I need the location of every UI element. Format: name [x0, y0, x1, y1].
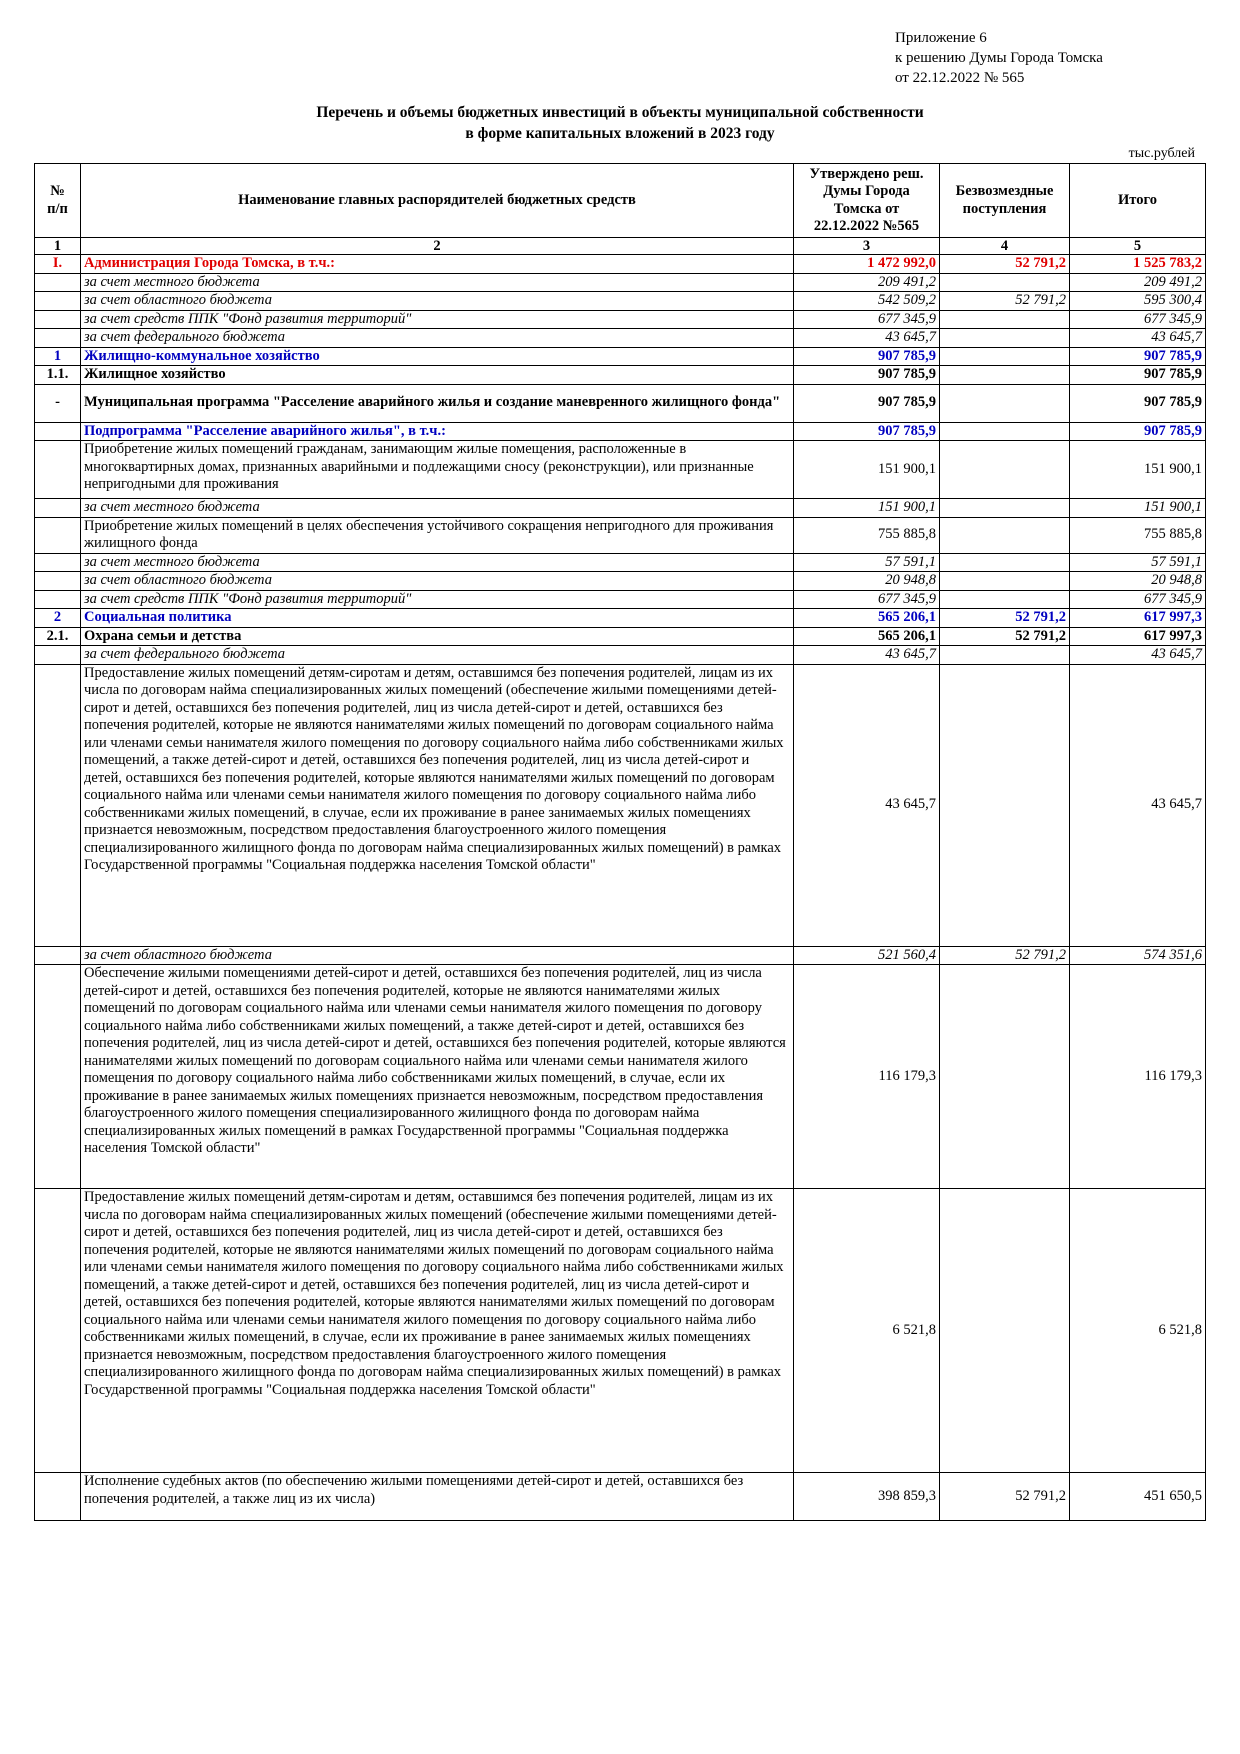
row-name: Муниципальная программа "Расселение аварийного жилья и создание маневренного жилищного фонда"	[81, 384, 794, 422]
row-name: за счет областного бюджета	[81, 572, 794, 591]
row-gratuitous	[940, 310, 1070, 329]
row-number	[35, 422, 81, 441]
table-row	[35, 627, 1206, 646]
colnum-4: 4	[940, 238, 1070, 255]
row-approved: 565 206,1	[794, 627, 940, 646]
row-gratuitous: 52 791,2	[940, 609, 1070, 628]
row-number	[35, 664, 81, 946]
investments-table	[34, 163, 1206, 1521]
table-row	[35, 441, 1206, 499]
appendix-line-2: к решению Думы Города Томска	[895, 50, 1103, 66]
table-row	[35, 255, 1206, 274]
row-total: 755 885,8	[1070, 517, 1206, 553]
table-row	[35, 366, 1206, 385]
row-total: 43 645,7	[1070, 664, 1206, 946]
row-total: 595 300,4	[1070, 292, 1206, 311]
row-number	[35, 646, 81, 665]
row-number	[35, 946, 81, 965]
row-approved: 542 509,2	[794, 292, 940, 311]
row-total: 451 650,5	[1070, 1473, 1206, 1521]
row-gratuitous	[940, 965, 1070, 1189]
table-body	[35, 255, 1206, 1521]
row-total: 209 491,2	[1070, 273, 1206, 292]
document-title	[0, 102, 1240, 144]
row-approved: 907 785,9	[794, 422, 940, 441]
row-gratuitous	[940, 273, 1070, 292]
row-number	[35, 292, 81, 311]
table-row	[35, 664, 1206, 946]
row-gratuitous: 52 791,2	[940, 292, 1070, 311]
row-gratuitous	[940, 384, 1070, 422]
row-approved: 43 645,7	[794, 646, 940, 665]
header-gratuitous: Безвозмездные поступления	[940, 164, 1070, 238]
row-name: Приобретение жилых помещений в целях обеспечения устойчивого сокращения непригодного для проживания жилищного фонда	[81, 517, 794, 553]
row-gratuitous	[940, 441, 1070, 499]
row-total: 20 948,8	[1070, 572, 1206, 591]
row-approved: 398 859,3	[794, 1473, 940, 1521]
row-gratuitous	[940, 517, 1070, 553]
table-row	[35, 292, 1206, 311]
row-approved: 755 885,8	[794, 517, 940, 553]
table-row	[35, 590, 1206, 609]
row-approved: 565 206,1	[794, 609, 940, 628]
table-row	[35, 499, 1206, 518]
title-line-2: в форме капитальных вложений в 2023 году	[465, 125, 775, 142]
row-approved: 43 645,7	[794, 329, 940, 348]
row-gratuitous	[940, 553, 1070, 572]
row-number	[35, 310, 81, 329]
table-row	[35, 553, 1206, 572]
table-row	[35, 517, 1206, 553]
header-approved: Утверждено реш. Думы Города Томска от 22.12.2022 №565	[794, 164, 940, 238]
row-name: за счет местного бюджета	[81, 499, 794, 518]
table-row	[35, 646, 1206, 665]
table-row	[35, 1473, 1206, 1521]
row-gratuitous: 52 791,2	[940, 1473, 1070, 1521]
table-row	[35, 273, 1206, 292]
row-approved: 151 900,1	[794, 441, 940, 499]
table-row	[35, 946, 1206, 965]
row-total: 6 521,8	[1070, 1189, 1206, 1473]
table-row	[35, 609, 1206, 628]
row-name: за счет средств ППК "Фонд развития территорий"	[81, 310, 794, 329]
row-number	[35, 273, 81, 292]
header-row	[35, 164, 1206, 238]
row-number: I.	[35, 255, 81, 274]
colnum-1: 1	[35, 238, 81, 255]
header-total: Итого	[1070, 164, 1206, 238]
row-name: Предоставление жилых помещений детям-сиротам и детям, оставшимся без попечения родителей, лицам из их числа по договорам найма специализированных жилых помещений (обеспечение жилыми помещениями детей-сирот и детей, оставшихся без попечения родителей, лиц из числа детей-сирот и детей, оставшихся без попечения родителей, которые не являются нанимателями жилых помещений по договорам социального найма или членами семьи нанимателя жилого помещения по договору социального найма либо собственниками жилых помещений, а также детей-сирот и детей, оставшихся без попечения родителей, лиц из числа детей-сирот и детей, оставшихся без попечения родителей, которые являются нанимателями жилых помещений по договорам социального найма или членами семьи нанимателя жилого помещения по договору социального найма либо собственниками жилых помещений, в случае, если их проживание в ранее занимаемых жилых помещениях признается невозможным, посредством предоставления благоустроенного жилого помещения специализированного жилищного фонда по договорам найма специализированных жилых помещений) в рамках Государственной программы "Социальная поддержка населения Томской области"	[81, 1189, 794, 1473]
row-total: 617 997,3	[1070, 609, 1206, 628]
row-number	[35, 965, 81, 1189]
row-approved: 116 179,3	[794, 965, 940, 1189]
row-total: 677 345,9	[1070, 590, 1206, 609]
row-total: 677 345,9	[1070, 310, 1206, 329]
row-name: Администрация Города Томска, в т.ч.:	[81, 255, 794, 274]
row-gratuitous: 52 791,2	[940, 255, 1070, 274]
row-number	[35, 499, 81, 518]
column-numbers-row	[35, 238, 1206, 255]
row-name: за счет местного бюджета	[81, 553, 794, 572]
row-gratuitous: 52 791,2	[940, 946, 1070, 965]
row-number: 2	[35, 609, 81, 628]
appendix-line-1: Приложение 6	[895, 30, 987, 46]
row-total: 617 997,3	[1070, 627, 1206, 646]
row-approved: 20 948,8	[794, 572, 940, 591]
row-number	[35, 517, 81, 553]
row-total: 151 900,1	[1070, 441, 1206, 499]
row-total: 116 179,3	[1070, 965, 1206, 1189]
row-approved: 57 591,1	[794, 553, 940, 572]
row-name: Жилищно-коммунальное хозяйство	[81, 347, 794, 366]
row-name: Предоставление жилых помещений детям-сиротам и детям, оставшимся без попечения родителей, лицам из их числа по договорам найма специализированных жилых помещений (обеспечение жилыми помещениями детей-сирот и детей, оставшихся без попечения родителей, лиц из числа детей-сирот и детей, оставшихся без попечения родителей, которые не являются нанимателями жилых помещений по договорам социального найма или членами семьи нанимателя жилого помещения по договору социального найма либо собственниками жилых помещений, а также детей-сирот и детей, оставшихся без попечения родителей, лиц из числа детей-сирот и детей, оставшихся без попечения родителей, которые являются нанимателями жилых помещений по договорам социального найма или членами семьи нанимателя жилого помещения по договору социального найма либо собственниками жилых помещений, в случае, если их проживание в ранее занимаемых жилых помещениях признается невозможным, посредством предоставления благоустроенного жилого помещения специализированного жилищного фонда по договорам найма специализированных жилых помещений) в рамках Государственной программы "Социальная поддержка населения Томской области"	[81, 664, 794, 946]
table-row	[35, 347, 1206, 366]
row-name: за счет федерального бюджета	[81, 329, 794, 348]
row-approved: 677 345,9	[794, 310, 940, 329]
row-approved: 677 345,9	[794, 590, 940, 609]
row-name: за счет местного бюджета	[81, 273, 794, 292]
row-approved: 209 491,2	[794, 273, 940, 292]
row-total: 907 785,9	[1070, 366, 1206, 385]
row-approved: 43 645,7	[794, 664, 940, 946]
row-gratuitous	[940, 366, 1070, 385]
row-gratuitous: 52 791,2	[940, 627, 1070, 646]
row-name: за счет областного бюджета	[81, 946, 794, 965]
row-approved: 907 785,9	[794, 347, 940, 366]
row-number	[35, 329, 81, 348]
row-total: 907 785,9	[1070, 347, 1206, 366]
row-number: -	[35, 384, 81, 422]
row-gratuitous	[940, 572, 1070, 591]
table-row	[35, 572, 1206, 591]
row-name: Социальная политика	[81, 609, 794, 628]
unit-label: тыс.рублей	[1128, 146, 1195, 161]
row-gratuitous	[940, 664, 1070, 946]
row-number	[35, 1473, 81, 1521]
row-number	[35, 572, 81, 591]
appendix-line-3: от 22.12.2022 № 565	[895, 70, 1025, 86]
row-total: 574 351,6	[1070, 946, 1206, 965]
row-approved: 521 560,4	[794, 946, 940, 965]
table-row	[35, 329, 1206, 348]
header-name: Наименование главных распорядителей бюджетных средств	[81, 164, 794, 238]
row-approved: 151 900,1	[794, 499, 940, 518]
row-gratuitous	[940, 646, 1070, 665]
row-number	[35, 441, 81, 499]
row-name: за счет средств ППК "Фонд развития территорий"	[81, 590, 794, 609]
table-row	[35, 965, 1206, 1189]
row-name: Приобретение жилых помещений гражданам, занимающим жилые помещения, расположенные в многоквартирных домах, признанных аварийными и подлежащими сносу (реконструкции), или признанные непригодными для проживания	[81, 441, 794, 499]
row-number	[35, 1189, 81, 1473]
appendix-block	[895, 28, 1103, 88]
row-gratuitous	[940, 590, 1070, 609]
row-number: 1.1.	[35, 366, 81, 385]
title-line-1: Перечень и объемы бюджетных инвестиций в объекты муниципальной собственности	[316, 104, 924, 121]
row-name: за счет федерального бюджета	[81, 646, 794, 665]
row-number	[35, 590, 81, 609]
table-row	[35, 1189, 1206, 1473]
row-total: 907 785,9	[1070, 384, 1206, 422]
row-number: 1	[35, 347, 81, 366]
row-approved: 907 785,9	[794, 366, 940, 385]
colnum-5: 5	[1070, 238, 1206, 255]
row-approved: 6 521,8	[794, 1189, 940, 1473]
header-num: № п/п	[35, 164, 81, 238]
colnum-2: 2	[81, 238, 794, 255]
row-gratuitous	[940, 499, 1070, 518]
table-row	[35, 422, 1206, 441]
row-name: Жилищное хозяйство	[81, 366, 794, 385]
row-total: 43 645,7	[1070, 329, 1206, 348]
row-total: 907 785,9	[1070, 422, 1206, 441]
row-gratuitous	[940, 422, 1070, 441]
row-name: Обеспечение жилыми помещениями детей-сирот и детей, оставшихся без попечения родителей, лиц из числа детей-сирот и детей, оставшихся без попечения родителей, которые не являются нанимателями жилых помещений по договорам социального найма или членами семьи нанимателя жилого помещения по договору социального найма либо собственниками жилых помещений, а также детей-сирот и детей, оставшихся без попечения родителей, лиц из числа детей-сирот и детей, оставшихся без попечения родителей, которые являются нанимателями жилых помещений по договорам социального найма или членами семьи нанимателя жилого помещения по договору социального найма либо собственниками жилых помещений, в случае, если их проживание в ранее занимаемых жилых помещениях признается невозможным, посредством предоставления благоустроенного жилого помещения специализированного жилищного фонда по договорам найма специализированных жилых помещений в рамках Государственной программы "Социальная поддержка населения Томской области"	[81, 965, 794, 1189]
row-total: 57 591,1	[1070, 553, 1206, 572]
row-number	[35, 553, 81, 572]
row-name: за счет областного бюджета	[81, 292, 794, 311]
row-total: 43 645,7	[1070, 646, 1206, 665]
row-total: 1 525 783,2	[1070, 255, 1206, 274]
row-total: 151 900,1	[1070, 499, 1206, 518]
row-name: Охрана семьи и детства	[81, 627, 794, 646]
table-row	[35, 384, 1206, 422]
row-approved: 907 785,9	[794, 384, 940, 422]
row-name: Подпрограмма "Расселение аварийного жилья", в т.ч.:	[81, 422, 794, 441]
row-name: Исполнение судебных актов (по обеспечению жилыми помещениями детей-сирот и детей, оставшихся без попечения родителей, а также лиц из их числа)	[81, 1473, 794, 1521]
row-number: 2.1.	[35, 627, 81, 646]
row-gratuitous	[940, 1189, 1070, 1473]
row-gratuitous	[940, 347, 1070, 366]
colnum-3: 3	[794, 238, 940, 255]
table-row	[35, 310, 1206, 329]
row-approved: 1 472 992,0	[794, 255, 940, 274]
row-gratuitous	[940, 329, 1070, 348]
